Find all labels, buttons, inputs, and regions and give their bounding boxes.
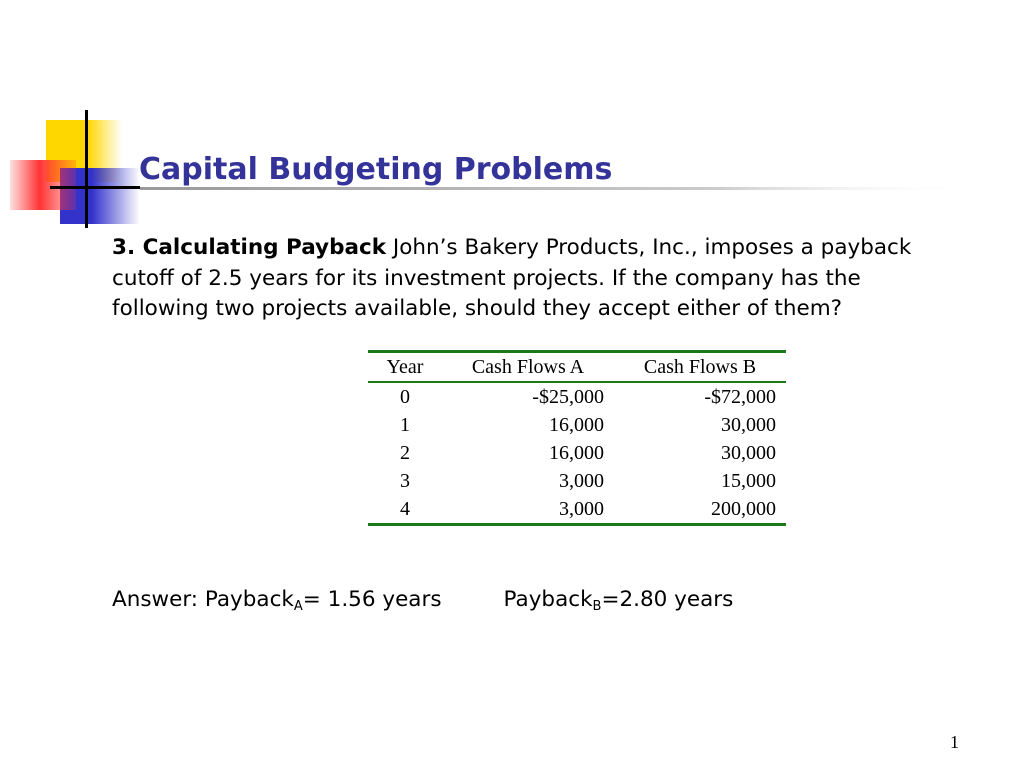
cash-flow-a-cell: 16,000: [548, 441, 604, 464]
table-row: [368, 439, 786, 467]
slide-title: Capital Budgeting Problems: [139, 152, 613, 187]
year-cell: 0: [399, 385, 410, 408]
year-cell: 4: [399, 497, 410, 520]
answer-a-subscript: A: [293, 599, 303, 614]
answer-b-subscript: B: [592, 599, 602, 614]
answer-line: [112, 585, 733, 622]
answer-a-value: = 1.56 years: [302, 587, 442, 612]
cash-flow-b-cell: -$72,000: [704, 385, 776, 408]
year-cell: 2: [399, 441, 410, 464]
header-year: Year: [386, 355, 424, 378]
cash-flow-b-cell: 30,000: [721, 441, 776, 464]
table-row: [368, 411, 786, 439]
answer-prefix: Answer: Payback: [112, 587, 294, 612]
problem-text: John’s Bakery Products, Inc., imposes a payback cutoff of 2.5 years for its investment projects. If the company has the following two projects available, should they accept either of them?: [112, 235, 912, 321]
year-cell: 3: [399, 469, 410, 492]
table-row: [368, 495, 786, 525]
header-cash-flows-b: Cash Flows B: [643, 355, 757, 378]
page-number: 1: [950, 732, 959, 752]
logo-red-square: [10, 160, 76, 210]
year-cell: 1: [399, 413, 410, 436]
table-header-row: [368, 352, 786, 383]
cash-flow-b-cell: 15,000: [721, 469, 776, 492]
cash-flow-a-cell: 3,000: [558, 497, 604, 520]
problem-statement: [112, 233, 912, 325]
cash-flow-a-cell: -$25,000: [532, 385, 604, 408]
slide-decoration: [0, 0, 1024, 240]
cash-flow-table: [368, 350, 786, 526]
cash-flow-a-cell: 16,000: [548, 413, 604, 436]
title-underline: [140, 187, 970, 190]
header-cash-flows-a: Cash Flows A: [471, 355, 585, 378]
table-row: [368, 467, 786, 495]
cash-flow-b-cell: 200,000: [711, 497, 776, 520]
table-row: [368, 382, 786, 411]
answer-b-label: Payback: [503, 587, 593, 612]
cash-flow-a-cell: 3,000: [558, 469, 604, 492]
logo-horizontal-line: [50, 186, 140, 189]
answer-b-value: =2.80 years: [601, 587, 734, 612]
logo-vertical-line: [85, 110, 88, 228]
problem-lead: 3. Calculating Payback: [112, 235, 387, 260]
cash-flow-b-cell: 30,000: [721, 413, 776, 436]
